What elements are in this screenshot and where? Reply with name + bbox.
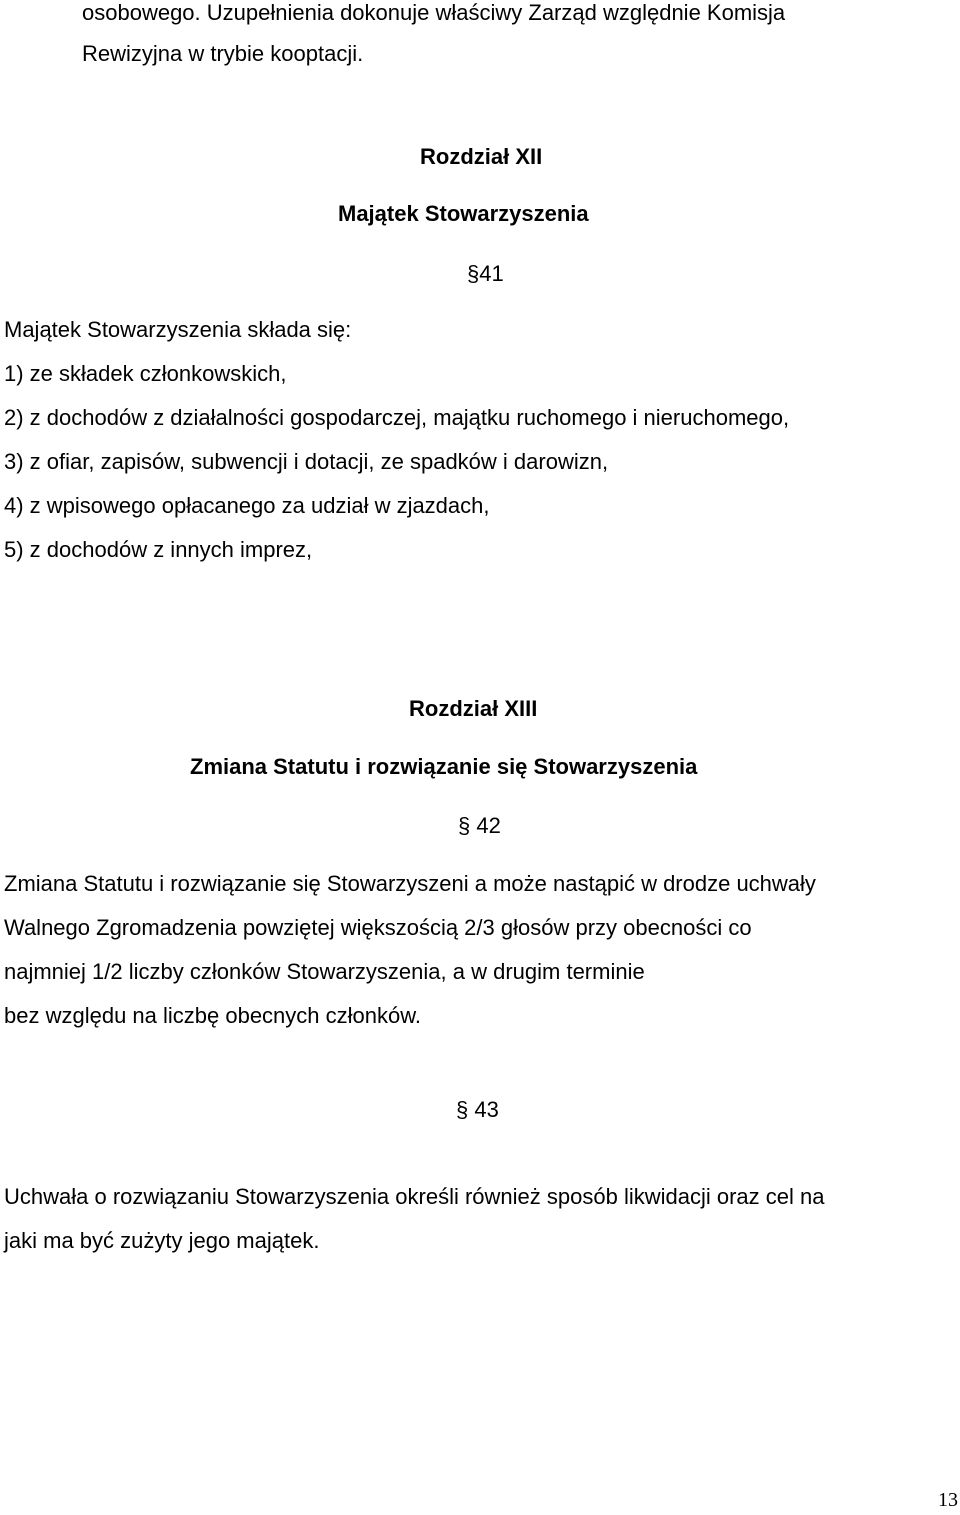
section-43-line: jaki ma być zużyty jego majątek. [4,1228,320,1253]
intro-line-2: Rewizyjna w trybie kooptacji. [82,41,364,66]
chapter-13-title: Rozdział XIII [409,696,538,721]
intro-line-1: osobowego. Uzupełnienia dokonuje właściwy Zarząd względnie Komisja [82,0,786,25]
section-41-line: Majątek Stowarzyszenia składa się: [4,317,352,342]
section-41-line: 2) z dochodów z działalności gospodarczej, majątku ruchomego i nieruchomego, [4,405,790,430]
section-42-line: Zmiana Statutu i rozwiązanie się Stowarzyszeni a może nastąpić w drodze uchwały [4,871,816,896]
section-43-line: Uchwała o rozwiązaniu Stowarzyszenia określi również sposób likwidacji oraz cel na [4,1184,825,1209]
section-42-line: Walnego Zgromadzenia powziętej większością 2/3 głosów przy obecności co [4,915,752,940]
section-43-label: § 43 [456,1097,499,1122]
page-number: 13 [938,1489,958,1511]
section-41-line: 4) z wpisowego opłacanego za udział w zjazdach, [4,493,490,518]
chapter-13-subtitle: Zmiana Statutu i rozwiązanie się Stowarzyszenia [190,754,698,779]
section-42-line: najmniej 1/2 liczby członków Stowarzyszenia, a w drugim terminie [4,959,645,984]
section-42-label: § 42 [458,813,501,838]
section-41-line: 1) ze składek członkowskich, [4,361,287,386]
section-41-label: §41 [467,261,504,286]
chapter-12-title: Rozdział XII [420,144,543,169]
section-41-line: 3) z ofiar, zapisów, subwencji i dotacji, ze spadków i darowizn, [4,449,609,474]
section-42-line: bez względu na liczbę obecnych członków. [4,1003,422,1028]
chapter-12-subtitle: Majątek Stowarzyszenia [338,201,589,226]
section-41-line: 5) z dochodów z innych imprez, [4,537,313,562]
